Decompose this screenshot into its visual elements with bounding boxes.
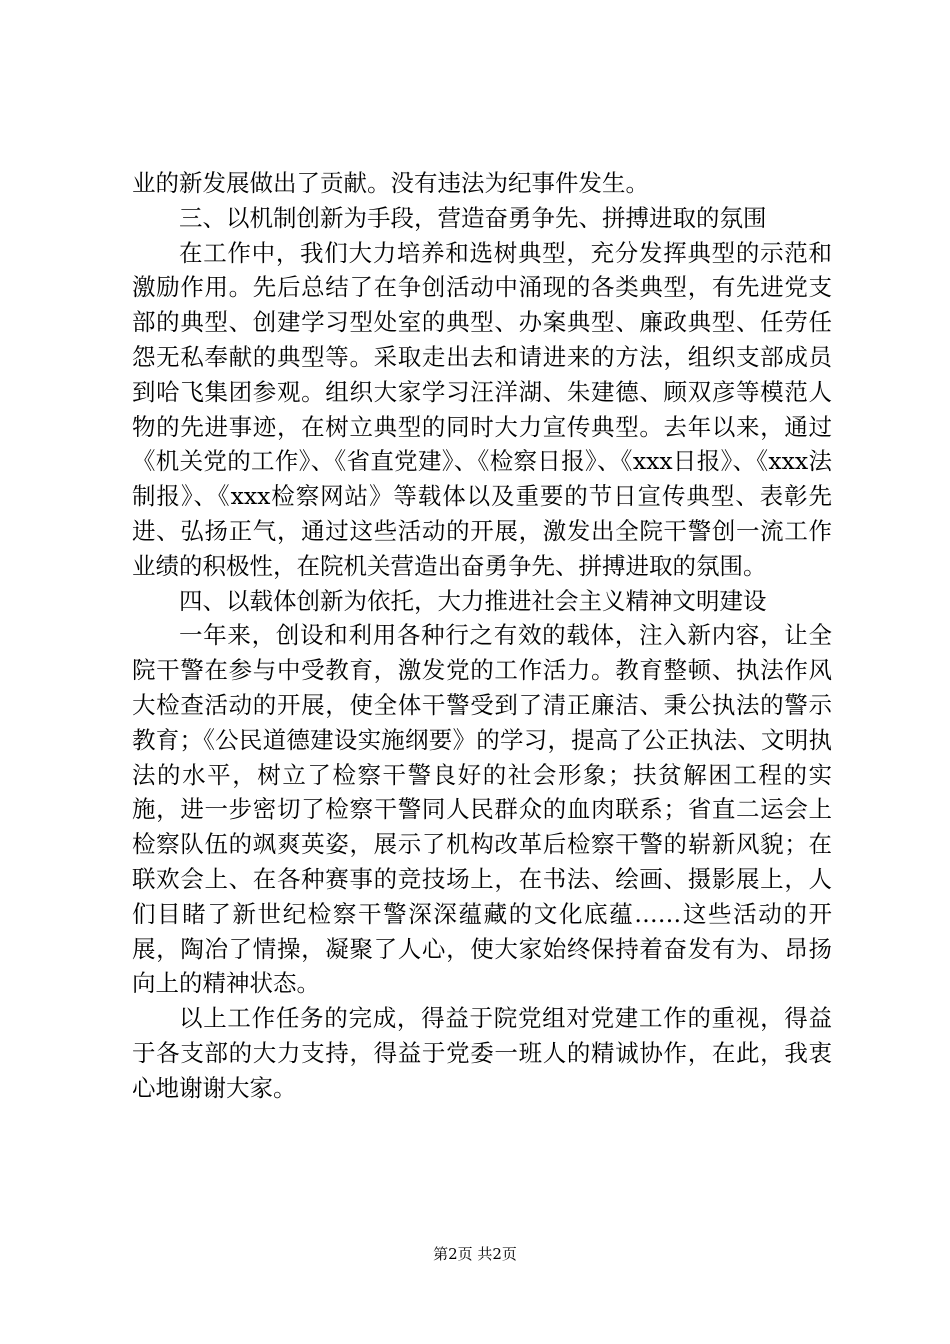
page-number-label: 第2页 共2页 (433, 1245, 517, 1263)
paragraph-section-3-body: 在工作中，我们大力培养和选树典型，充分发挥典型的示范和激励作用。先后总结了在争创活动中涌现的各类典型，有先进党支部的典型、创建学习型处室的典型、办案典型、廉政典型、任劳任怨无私奉献的典型等。采取走出去和请进来的方法，组织支部成员到哈飞集团参观。组织大家学习汪洋湖、朱建德、顾双彦等模范人物的先进事迹，在树立典型的同时大力宣传典型。去年以来，通过《机关党的工作》、《省直党建》、《检察日报》、《xxx日报》、《xxx法制报》、《xxx检察网站》等载体以及重要的节日宣传典型、表彰先进、弘扬正气，通过这些活动的开展，激发出全院干警创一流工作业绩的积极性，在院机关营造出奋勇争先、拼搏进取的氛围。 (132, 238, 832, 580)
paragraph-closing: 以上工作任务的完成，得益于院党组对党建工作的重视，得益于各支部的大力支持，得益于党委一班人的精诚协作，在此，我衷心地谢谢大家。 (132, 1004, 832, 1102)
section-heading-3: 三、以机制创新为手段，营造奋勇争先、拼搏进取的氛围 (179, 203, 767, 232)
paragraph-section-4-body: 一年来，创设和利用各种行之有效的载体，注入新内容，让全院干警在参与中受教育，激发党的工作活力。教育整顿、执法作风大检查活动的开展，使全体干警受到了清正廉洁、秉公执法的警示教育；《公民道德建设实施纲要》的学习，提高了公正执法、文明执法的水平，树立了检察干警良好的社会形象；扶贫解困工程的实施，进一步密切了检察干警同人民群众的血肉联系；省直二运会上检察队伍的飒爽英姿，展示了机构改革后检察干警的崭新风貌；在联欢会上、在各种赛事的竞技场上，在书法、绘画、摄影展上，人们目睹了新世纪检察干警深深蕴藏的文化底蕴……这些活动的开展，陶冶了情操，凝聚了人心，使大家始终保持着奋发有为、昂扬向上的精神状态。 (132, 621, 832, 998)
paragraph-continuation: 业的新发展做出了贡献。没有违法为纪事件发生。 (132, 169, 649, 197)
page-footer (0, 1244, 950, 1264)
section-heading-4: 四、以载体创新为依托，大力推进社会主义精神文明建设 (179, 586, 767, 615)
document-body (132, 166, 832, 1106)
